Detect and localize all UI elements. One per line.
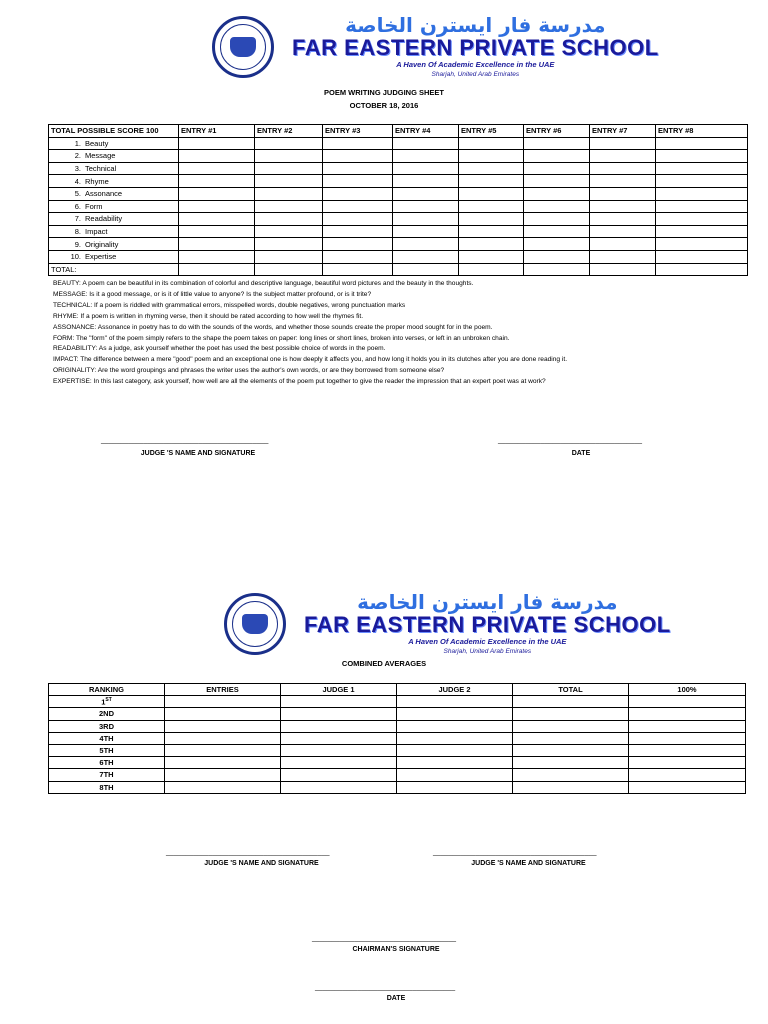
entry-header: ENTRY #5	[459, 125, 524, 138]
averages-cell[interactable]	[165, 696, 281, 708]
score-cell[interactable]	[179, 250, 255, 263]
score-cell[interactable]	[255, 263, 323, 276]
school-location: Sharjah, United Arab Emirates	[431, 71, 520, 78]
entry-header: ENTRY #7	[590, 125, 656, 138]
averages-cell[interactable]	[629, 757, 746, 769]
score-cell[interactable]	[524, 250, 590, 263]
score-cell[interactable]	[323, 225, 393, 238]
score-cell[interactable]	[323, 187, 393, 200]
entry-header: ENTRY #8	[656, 125, 748, 138]
judge1-header: JUDGE 1	[281, 684, 397, 696]
criterion-number: 10.	[70, 252, 81, 262]
criterion-label	[49, 162, 179, 175]
chairman-signature-label: CHAIRMAN'S SIGNATURE	[352, 946, 440, 953]
ranking-row	[49, 757, 746, 769]
ranking-row	[49, 696, 746, 708]
score-cell[interactable]	[255, 162, 323, 175]
criterion-name: Form	[85, 201, 103, 211]
criterion-row	[49, 150, 748, 163]
judge1-signature-label: JUDGE 'S NAME AND SIGNATURE	[204, 860, 319, 867]
score-cell[interactable]	[393, 213, 459, 226]
averages-cell[interactable]	[165, 744, 281, 756]
score-cell[interactable]	[524, 162, 590, 175]
score-cell[interactable]	[590, 187, 656, 200]
school-seal-icon	[224, 593, 286, 655]
score-cell[interactable]	[590, 263, 656, 276]
judge2-signature-line[interactable]: __________________________________________	[433, 849, 597, 856]
score-cell[interactable]	[524, 137, 590, 150]
score-cell[interactable]	[524, 213, 590, 226]
averages-cell[interactable]	[513, 696, 629, 708]
entry-header: ENTRY #6	[524, 125, 590, 138]
school-name: FAR EASTERN PRIVATE SCHOOL	[304, 612, 671, 637]
ranking-row	[49, 732, 746, 744]
definition-line: EXPERTISE: In this last category, ask yourself, how well are all the elements of the poem put together to give the reader the impression that an expert poet was at work?	[53, 378, 546, 386]
averages-cell[interactable]	[281, 708, 397, 720]
score-cell[interactable]	[459, 162, 524, 175]
score-cell[interactable]	[459, 263, 524, 276]
criterion-number: 2.	[74, 151, 81, 161]
score-cell[interactable]	[524, 187, 590, 200]
school-seal-icon	[212, 16, 274, 78]
averages-cell[interactable]	[513, 732, 629, 744]
judge2-signature-label: JUDGE 'S NAME AND SIGNATURE	[471, 860, 586, 867]
score-cell[interactable]	[656, 250, 748, 263]
criterion-name: Message	[85, 151, 116, 161]
averages-cell[interactable]	[513, 720, 629, 732]
score-cell[interactable]	[459, 150, 524, 163]
combined-averages-title: COMBINED AVERAGES	[341, 659, 427, 668]
score-cell[interactable]	[393, 250, 459, 263]
score-cell[interactable]	[323, 200, 393, 213]
score-cell[interactable]	[179, 162, 255, 175]
score-cell[interactable]	[255, 175, 323, 188]
definition-line: MESSAGE: Is it a good message, or is it of little value to anyone? Is the subject matter profound, or is it trite?	[53, 290, 372, 298]
criterion-row	[49, 225, 748, 238]
score-cell[interactable]	[459, 200, 524, 213]
score-cell[interactable]	[524, 238, 590, 251]
averages-cell[interactable]	[629, 708, 746, 720]
chairman-signature-line[interactable]: _____________________________________	[312, 935, 457, 942]
score-cell[interactable]	[255, 187, 323, 200]
score-cell[interactable]	[459, 187, 524, 200]
criterion-name: Readability	[85, 214, 123, 224]
date-line-2[interactable]: ____________________________________	[315, 984, 456, 991]
definition-line: BEAUTY: A poem can be beautiful in its combination of colorful and descriptive language, beautiful word pictures and the beauty in the thoughts.	[53, 280, 474, 287]
averages-cell[interactable]	[629, 744, 746, 756]
criterion-number: 7.	[74, 214, 81, 224]
criterion-label	[49, 200, 179, 213]
school-location: Sharjah, United Arab Emirates	[443, 648, 532, 655]
averages-cell[interactable]	[513, 769, 629, 781]
score-cell[interactable]	[179, 137, 255, 150]
score-cell[interactable]	[323, 213, 393, 226]
criterion-name: Originality	[85, 239, 119, 249]
entry-header: ENTRY #2	[255, 125, 323, 138]
school-tagline: A Haven Of Academic Excellence in the UAE	[408, 637, 567, 646]
averages-cell[interactable]	[165, 757, 281, 769]
score-cell[interactable]	[393, 225, 459, 238]
criterion-name: Impact	[85, 227, 108, 237]
averages-cell[interactable]	[281, 781, 397, 793]
total-row	[49, 263, 748, 276]
score-cell[interactable]	[179, 213, 255, 226]
criterion-number: 1.	[74, 138, 81, 148]
averages-cell[interactable]	[397, 720, 513, 732]
criterion-label	[49, 175, 179, 188]
total-header: TOTAL	[513, 684, 629, 696]
criterion-label	[49, 238, 179, 251]
definition-line: READABILITY: As a judge, ask yourself whether the poet has used the best possible choice of words in the poem.	[53, 345, 386, 353]
score-cell[interactable]	[459, 238, 524, 251]
score-cell[interactable]	[179, 187, 255, 200]
judge2-header: JUDGE 2	[397, 684, 513, 696]
percent-header: 100%	[629, 684, 746, 696]
averages-cell[interactable]	[165, 769, 281, 781]
score-cell[interactable]	[656, 263, 748, 276]
definition-line: ORIGINALITY: Are the word groupings and phrases the writer uses the author's own words, or are they borrowed from someone else?	[53, 367, 445, 375]
total-label: TOTAL:	[49, 263, 179, 276]
averages-cell[interactable]	[281, 757, 397, 769]
criterion-row	[49, 213, 748, 226]
score-cell[interactable]	[590, 213, 656, 226]
score-cell[interactable]	[255, 250, 323, 263]
averages-cell[interactable]	[629, 732, 746, 744]
averages-cell[interactable]	[397, 744, 513, 756]
date-label-2: DATE	[386, 995, 406, 1002]
averages-cell[interactable]	[165, 781, 281, 793]
score-cell[interactable]	[323, 150, 393, 163]
criterion-name: Beauty	[85, 138, 109, 148]
score-cell[interactable]	[179, 263, 255, 276]
score-cell[interactable]	[255, 137, 323, 150]
score-cell[interactable]	[590, 238, 656, 251]
sheet-title: POEM WRITING JUDGING SHEET	[323, 88, 444, 97]
criterion-row	[49, 187, 748, 200]
score-cell[interactable]	[323, 250, 393, 263]
score-cell[interactable]	[393, 175, 459, 188]
entry-header: ENTRY #3	[323, 125, 393, 138]
score-cell[interactable]	[255, 213, 323, 226]
score-cell[interactable]	[459, 225, 524, 238]
definition-line: IMPACT: The difference between a mere "good" poem and an exceptional one is how deeply it affects you, and how long it holds you in its clutches after you are done reading it.	[53, 356, 568, 364]
score-cell[interactable]	[524, 225, 590, 238]
averages-cell[interactable]	[397, 708, 513, 720]
score-cell[interactable]	[393, 162, 459, 175]
averages-cell[interactable]	[165, 732, 281, 744]
entry-header: ENTRY #4	[393, 125, 459, 138]
averages-cell[interactable]	[397, 769, 513, 781]
school-tagline: A Haven Of Academic Excellence in the UAE	[396, 60, 555, 69]
averages-cell[interactable]	[629, 769, 746, 781]
combined-averages-table	[48, 683, 746, 794]
criterion-row	[49, 238, 748, 251]
rank-label: 6TH	[49, 757, 165, 769]
ranking-header: RANKING	[49, 684, 165, 696]
score-cell[interactable]	[524, 150, 590, 163]
averages-cell[interactable]	[281, 769, 397, 781]
score-cell[interactable]	[524, 200, 590, 213]
score-cell[interactable]	[459, 137, 524, 150]
score-cell[interactable]	[393, 200, 459, 213]
criterion-row	[49, 175, 748, 188]
rank-label: 8TH	[49, 781, 165, 793]
judge1-signature-line[interactable]: __________________________________________	[166, 849, 330, 856]
score-cell[interactable]	[590, 250, 656, 263]
score-cell[interactable]	[323, 137, 393, 150]
score-cell[interactable]	[459, 213, 524, 226]
ranking-row	[49, 720, 746, 732]
school-arabic-name: مدرسة فار ايسترن الخاصة	[357, 590, 618, 614]
ranking-row	[49, 769, 746, 781]
definition-line: ASSONANCE: Assonance in poetry has to do with the sounds of the words, and whether those sounds create the proper mood sought for in the poem.	[53, 323, 493, 331]
averages-cell[interactable]	[629, 696, 746, 708]
score-cell[interactable]	[393, 187, 459, 200]
averages-cell[interactable]	[513, 781, 629, 793]
score-cell[interactable]	[656, 137, 748, 150]
rank-label: 7TH	[49, 769, 165, 781]
ranking-row	[49, 708, 746, 720]
averages-header-row	[49, 684, 746, 696]
averages-cell[interactable]	[165, 720, 281, 732]
rank-label: 4TH	[49, 732, 165, 744]
score-cell[interactable]	[590, 150, 656, 163]
criterion-label	[49, 150, 179, 163]
sheet-date: OCTOBER 18, 2016	[349, 101, 419, 110]
rank-label: 5TH	[49, 744, 165, 756]
criterion-number: 4.	[74, 176, 81, 186]
criterion-name: Technical	[85, 164, 117, 174]
rank-label	[49, 696, 165, 708]
total-possible-header: TOTAL POSSIBLE SCORE 100	[49, 125, 179, 138]
averages-cell[interactable]	[513, 757, 629, 769]
rank-number: 1	[101, 697, 106, 707]
criterion-number: 8.	[74, 227, 81, 237]
score-cell[interactable]	[393, 150, 459, 163]
averages-cell[interactable]	[629, 720, 746, 732]
score-cell[interactable]	[393, 263, 459, 276]
score-cell[interactable]	[524, 175, 590, 188]
score-cell[interactable]	[255, 238, 323, 251]
averages-cell[interactable]	[281, 720, 397, 732]
score-cell[interactable]	[656, 175, 748, 188]
criterion-row	[49, 200, 748, 213]
criterion-row	[49, 162, 748, 175]
school-header-2	[224, 591, 671, 656]
score-cell[interactable]	[323, 162, 393, 175]
score-cell[interactable]	[179, 200, 255, 213]
entry-header: ENTRY #1	[179, 125, 255, 138]
score-cell[interactable]	[656, 187, 748, 200]
score-cell[interactable]	[393, 137, 459, 150]
judge-signature-label: JUDGE 'S NAME AND SIGNATURE	[140, 450, 256, 457]
definition-line: FORM: The "form" of the poem simply refers to the shape the poem takes on paper: long lines or short lines, broken into verses, or left in an unbroken chain.	[53, 334, 510, 342]
score-cell[interactable]	[179, 150, 255, 163]
averages-cell[interactable]	[397, 732, 513, 744]
entries-header: ENTRIES	[165, 684, 281, 696]
averages-cell[interactable]	[629, 781, 746, 793]
rank-label: 2ND	[49, 708, 165, 720]
score-cell[interactable]	[656, 162, 748, 175]
score-cell[interactable]	[656, 238, 748, 251]
score-cell[interactable]	[656, 213, 748, 226]
score-cell[interactable]	[590, 225, 656, 238]
score-cell[interactable]	[179, 238, 255, 251]
school-name: FAR EASTERN PRIVATE SCHOOL	[292, 35, 659, 60]
criterion-label	[49, 187, 179, 200]
criterion-number: 6.	[74, 201, 81, 211]
ranking-row	[49, 781, 746, 793]
score-cell[interactable]	[590, 200, 656, 213]
score-cell[interactable]	[590, 162, 656, 175]
score-cell[interactable]	[656, 150, 748, 163]
date-label: DATE	[571, 450, 591, 457]
averages-cell[interactable]	[281, 696, 397, 708]
rank-label: 3RD	[49, 720, 165, 732]
score-cell[interactable]	[656, 225, 748, 238]
score-cell[interactable]	[459, 175, 524, 188]
score-cell[interactable]	[255, 200, 323, 213]
averages-cell[interactable]	[513, 744, 629, 756]
criteria-definitions	[53, 279, 753, 388]
definition-line: RHYME: If a poem is written in rhyming verse, then it should be rated according to how well the rhymes fit.	[53, 312, 364, 320]
criterion-name: Rhyme	[85, 176, 109, 186]
criterion-label	[49, 213, 179, 226]
criterion-row	[49, 137, 748, 150]
score-cell[interactable]	[590, 175, 656, 188]
score-cell[interactable]	[179, 225, 255, 238]
averages-cell[interactable]	[513, 708, 629, 720]
score-cell[interactable]	[323, 238, 393, 251]
score-cell[interactable]	[255, 225, 323, 238]
criterion-name: Assonance	[85, 189, 123, 199]
score-cell[interactable]	[179, 175, 255, 188]
criterion-row	[49, 250, 748, 263]
averages-cell[interactable]	[281, 744, 397, 756]
score-cell[interactable]	[656, 200, 748, 213]
averages-cell[interactable]	[397, 781, 513, 793]
criterion-number: 3.	[74, 164, 81, 174]
score-cell[interactable]	[393, 238, 459, 251]
score-cell[interactable]	[323, 263, 393, 276]
definition-line: TECHNICAL: If a poem is riddled with grammatical errors, misspelled words, double negatives, wrong punctuation marks	[53, 301, 406, 309]
judging-header-row	[49, 125, 748, 138]
averages-cell[interactable]	[165, 708, 281, 720]
averages-cell[interactable]	[397, 757, 513, 769]
date-line[interactable]: _____________________________________	[498, 437, 643, 444]
averages-cell[interactable]	[281, 732, 397, 744]
criterion-number: 5.	[74, 189, 81, 199]
judging-table	[48, 124, 748, 276]
score-cell[interactable]	[524, 263, 590, 276]
criterion-label	[49, 250, 179, 263]
criterion-label	[49, 225, 179, 238]
criterion-name: Expertise	[85, 252, 117, 262]
criterion-label	[49, 137, 179, 150]
ranking-row	[49, 744, 746, 756]
score-cell[interactable]	[459, 250, 524, 263]
averages-cell[interactable]	[397, 696, 513, 708]
school-header	[212, 14, 659, 79]
rank-suffix: ST	[105, 697, 112, 704]
judge-signature-line[interactable]: ___________________________________________	[101, 437, 269, 444]
score-cell[interactable]	[323, 175, 393, 188]
school-arabic-name: مدرسة فار ايسترن الخاصة	[345, 13, 606, 37]
criterion-number: 9.	[74, 239, 81, 249]
score-cell[interactable]	[590, 137, 656, 150]
score-cell[interactable]	[255, 150, 323, 163]
